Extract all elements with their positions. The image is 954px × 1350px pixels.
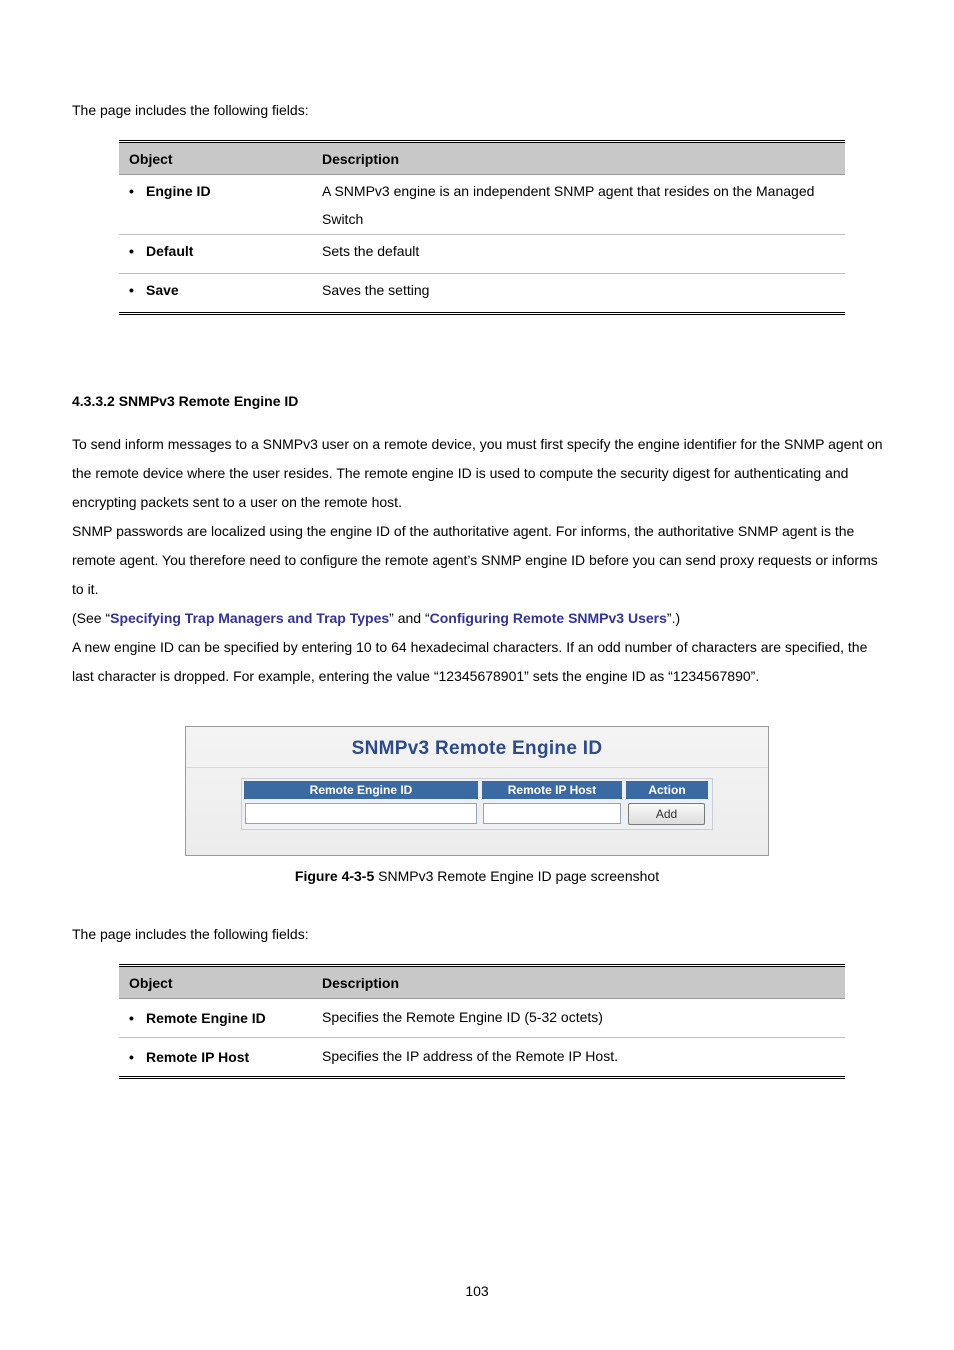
row-object <box>119 999 312 1038</box>
table-row <box>119 235 845 274</box>
add-button[interactable]: Add <box>628 803 705 825</box>
header-object: Object <box>119 966 312 999</box>
fields-table-2 <box>119 964 845 1079</box>
row-object <box>119 235 312 274</box>
bullet-icon: • <box>129 1049 134 1065</box>
col-remote-engine-id: Remote Engine ID <box>244 781 478 799</box>
row-object <box>119 274 312 314</box>
row-description: Specifies the Remote Engine ID (5-32 octets) <box>312 999 845 1038</box>
paragraph: To send inform messages to a SNMPv3 user on a remote device, you must first specify the engine identifier for the SNMP agent on the remote device where the user resides. The remote engine ID is used to compute the security digest for authenticating and encrypting packets sent to a user on the remote host. <box>72 436 883 510</box>
header-description: Description <box>312 142 845 175</box>
bullet-icon: • <box>129 1010 134 1026</box>
row-object <box>119 1038 312 1078</box>
table-row <box>119 175 845 235</box>
table-header-row <box>119 966 845 999</box>
fields-table-1 <box>119 140 845 315</box>
row-description: Saves the setting <box>312 274 845 314</box>
object-label: Default <box>146 243 194 259</box>
screenshot-title: SNMPv3 Remote Engine ID <box>186 727 768 768</box>
figure-caption <box>0 868 954 884</box>
intro-text: The page includes the following fields: <box>72 926 309 942</box>
bullet-icon: • <box>129 282 134 298</box>
col-remote-ip-host: Remote IP Host <box>482 781 622 799</box>
bullet-icon: • <box>129 243 134 259</box>
object-label: Engine ID <box>146 183 211 199</box>
object-label: Remote Engine ID <box>146 1010 266 1026</box>
page-number: 103 <box>465 1283 489 1299</box>
row-description: A SNMPv3 engine is an independent SNMP agent that resides on the Managed Switch <box>312 175 845 235</box>
remote-engine-id-input[interactable] <box>245 803 477 824</box>
body-text <box>72 430 887 691</box>
row-description: Specifies the IP address of the Remote IP Host. <box>312 1038 845 1078</box>
caption-label: Figure 4-3-5 <box>294 868 375 884</box>
table-header-row <box>119 142 845 175</box>
table-row <box>119 1038 845 1078</box>
table-row <box>119 274 845 314</box>
see-also <box>72 604 887 633</box>
paragraph: A new engine ID can be specified by entering 10 to 64 hexadecimal characters. If an odd number of characters are specified, the last character is dropped. For example, entering the value “12345678901” sets the engine ID as “1234567890”. <box>72 639 868 684</box>
link-trap-managers[interactable]: Specifying Trap Managers and Trap Types <box>110 610 390 626</box>
bullet-icon: • <box>129 183 134 199</box>
remote-ip-host-input[interactable] <box>483 803 621 824</box>
header-description: Description <box>312 966 845 999</box>
paragraph: SNMP passwords are localized using the engine ID of the authoritative agent. For informs, the authoritative SNMP agent is the remote agent. You therefore need to configure the remote agent’s SNMP engine ID before you can send proxy requests or informs to it. <box>72 523 878 597</box>
object-label: Remote IP Host <box>146 1049 250 1065</box>
link-remote-users[interactable]: Configuring Remote SNMPv3 Users <box>429 610 667 626</box>
row-description: Sets the default <box>312 235 845 274</box>
row-object <box>119 175 312 235</box>
section-title: 4.3.3.2 SNMPv3 Remote Engine ID <box>72 393 299 409</box>
table-row <box>119 999 845 1038</box>
see-mid: ” and “ <box>389 610 430 626</box>
see-suffix: ”.) <box>666 610 681 626</box>
col-action: Action <box>626 781 708 799</box>
engine-form <box>241 778 713 830</box>
object-label: Save <box>146 282 179 298</box>
header-object: Object <box>119 142 312 175</box>
see-prefix: (See “ <box>72 610 111 626</box>
screenshot-panel <box>185 726 769 856</box>
intro-text: The page includes the following fields: <box>72 102 309 118</box>
caption-text: SNMPv3 Remote Engine ID page screenshot <box>374 868 660 884</box>
